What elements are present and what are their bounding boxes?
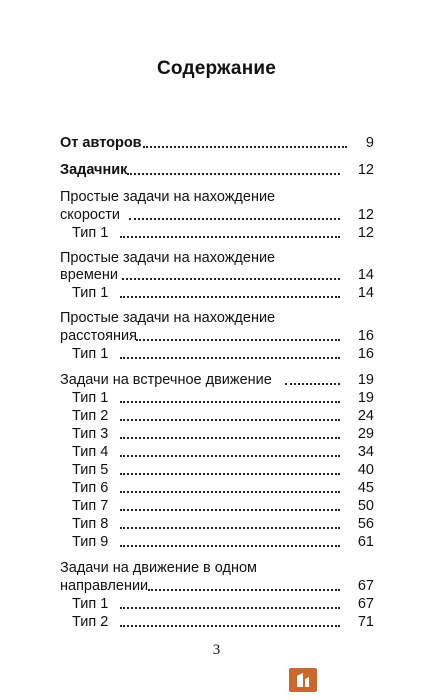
toc-entry bbox=[0, 187, 433, 207]
toc-entry bbox=[0, 344, 433, 364]
toc-entry bbox=[0, 558, 433, 578]
toc-entry-page: 16 bbox=[357, 328, 374, 344]
toc-entry-title: расстояния bbox=[60, 328, 137, 344]
dot-leader bbox=[143, 146, 347, 148]
toc-entry-title: Тип 3 bbox=[72, 426, 109, 442]
dot-leader bbox=[120, 437, 340, 439]
toc-entry-title: Тип 1 bbox=[72, 346, 109, 362]
toc-entry-title: Тип 7 bbox=[72, 498, 109, 514]
toc-entry bbox=[0, 406, 433, 426]
toc-entry-title: Тип 6 bbox=[72, 480, 109, 496]
toc-entry bbox=[0, 326, 433, 346]
toc-entry-title: Тип 1 bbox=[72, 390, 109, 406]
toc-entry-title: Задачи на движение в одном bbox=[60, 560, 258, 576]
dot-leader bbox=[120, 455, 340, 457]
toc-entry bbox=[0, 460, 433, 480]
toc-entry-page: 12 bbox=[357, 162, 374, 178]
toc-entry-title: Тип 1 bbox=[72, 596, 109, 612]
dot-leader bbox=[120, 607, 340, 609]
toc-entry-page: 19 bbox=[357, 372, 374, 388]
toc-entry-title: Тип 8 bbox=[72, 516, 109, 532]
toc-entry bbox=[0, 442, 433, 462]
toc-entry bbox=[0, 160, 433, 180]
toc-entry-title: времени bbox=[60, 267, 118, 283]
toc-entry bbox=[0, 424, 433, 444]
toc-entry bbox=[0, 370, 433, 390]
dot-leader bbox=[120, 545, 340, 547]
toc-entry bbox=[0, 283, 433, 303]
toc-entry-title: Тип 4 bbox=[72, 444, 109, 460]
toc-entry-title: Тип 1 bbox=[72, 225, 109, 241]
dot-leader bbox=[120, 625, 340, 627]
dot-leader bbox=[127, 173, 340, 175]
toc-entry bbox=[0, 388, 433, 408]
toc-entry-page: 14 bbox=[357, 267, 374, 283]
dot-leader bbox=[120, 527, 340, 529]
toc-entry bbox=[0, 532, 433, 552]
toc-entry bbox=[0, 496, 433, 516]
dot-leader bbox=[285, 383, 340, 385]
toc-entry bbox=[0, 133, 433, 153]
dot-leader bbox=[136, 339, 340, 341]
toc-entry-page: 12 bbox=[357, 207, 374, 223]
toc-entry-page: 24 bbox=[357, 408, 374, 424]
toc-entry-page: 9 bbox=[365, 135, 374, 151]
toc-entry-page: 71 bbox=[357, 614, 374, 630]
labirint-logo-icon bbox=[289, 668, 317, 692]
dot-leader bbox=[129, 218, 340, 220]
toc-entry-page: 61 bbox=[357, 534, 374, 550]
toc-entry-page: 50 bbox=[357, 498, 374, 514]
dot-leader bbox=[122, 278, 340, 280]
dot-leader bbox=[120, 419, 340, 421]
toc-entry-page: 29 bbox=[357, 426, 374, 442]
toc-entry bbox=[0, 612, 433, 632]
toc-entry-page: 19 bbox=[357, 390, 374, 406]
toc-entry-title: Тип 9 bbox=[72, 534, 109, 550]
page-title: Содержание bbox=[156, 58, 277, 79]
toc-entry bbox=[0, 514, 433, 534]
dot-leader bbox=[120, 357, 340, 359]
toc-entry-title: Тип 2 bbox=[72, 614, 109, 630]
dot-leader bbox=[148, 589, 340, 591]
toc-entry bbox=[0, 594, 433, 614]
page-number: 3 bbox=[212, 642, 221, 658]
dot-leader bbox=[120, 509, 340, 511]
toc-entry-title: Тип 2 bbox=[72, 408, 109, 424]
dot-leader bbox=[120, 491, 340, 493]
toc-entry-title: Простые задачи на нахождение bbox=[60, 310, 276, 326]
dot-leader bbox=[120, 473, 340, 475]
toc-entry-title: Простые задачи на нахождение bbox=[60, 189, 276, 205]
toc-entry-page: 67 bbox=[357, 596, 374, 612]
toc-entry-page: 56 bbox=[357, 516, 374, 532]
toc-entry-page: 67 bbox=[357, 578, 374, 594]
toc-entry-title: Простые задачи на нахождение bbox=[60, 250, 276, 266]
toc-entry-title: направлении bbox=[60, 578, 149, 594]
toc-entry-title: скорости bbox=[60, 207, 120, 223]
toc-entry bbox=[0, 205, 433, 225]
toc-entry bbox=[0, 308, 433, 328]
toc-entry bbox=[0, 223, 433, 243]
toc-entry bbox=[0, 265, 433, 285]
toc-entry bbox=[0, 576, 433, 596]
toc-entry-title: Задачник bbox=[60, 162, 128, 178]
toc-entry-title: Тип 5 bbox=[72, 462, 109, 478]
toc-entry-title: Тип 1 bbox=[72, 285, 109, 301]
dot-leader bbox=[120, 236, 340, 238]
toc-entry-page: 16 bbox=[357, 346, 374, 362]
toc-entry-page: 12 bbox=[357, 225, 374, 241]
toc-entry-title: От авторов bbox=[60, 135, 142, 151]
toc-entry-page: 45 bbox=[357, 480, 374, 496]
dot-leader bbox=[120, 296, 340, 298]
toc-entry bbox=[0, 478, 433, 498]
toc-entry-page: 40 bbox=[357, 462, 374, 478]
toc-entry-title: Задачи на встречное движение bbox=[60, 372, 272, 388]
toc-entry-page: 34 bbox=[357, 444, 374, 460]
toc-entry-page: 14 bbox=[357, 285, 374, 301]
dot-leader bbox=[120, 401, 340, 403]
